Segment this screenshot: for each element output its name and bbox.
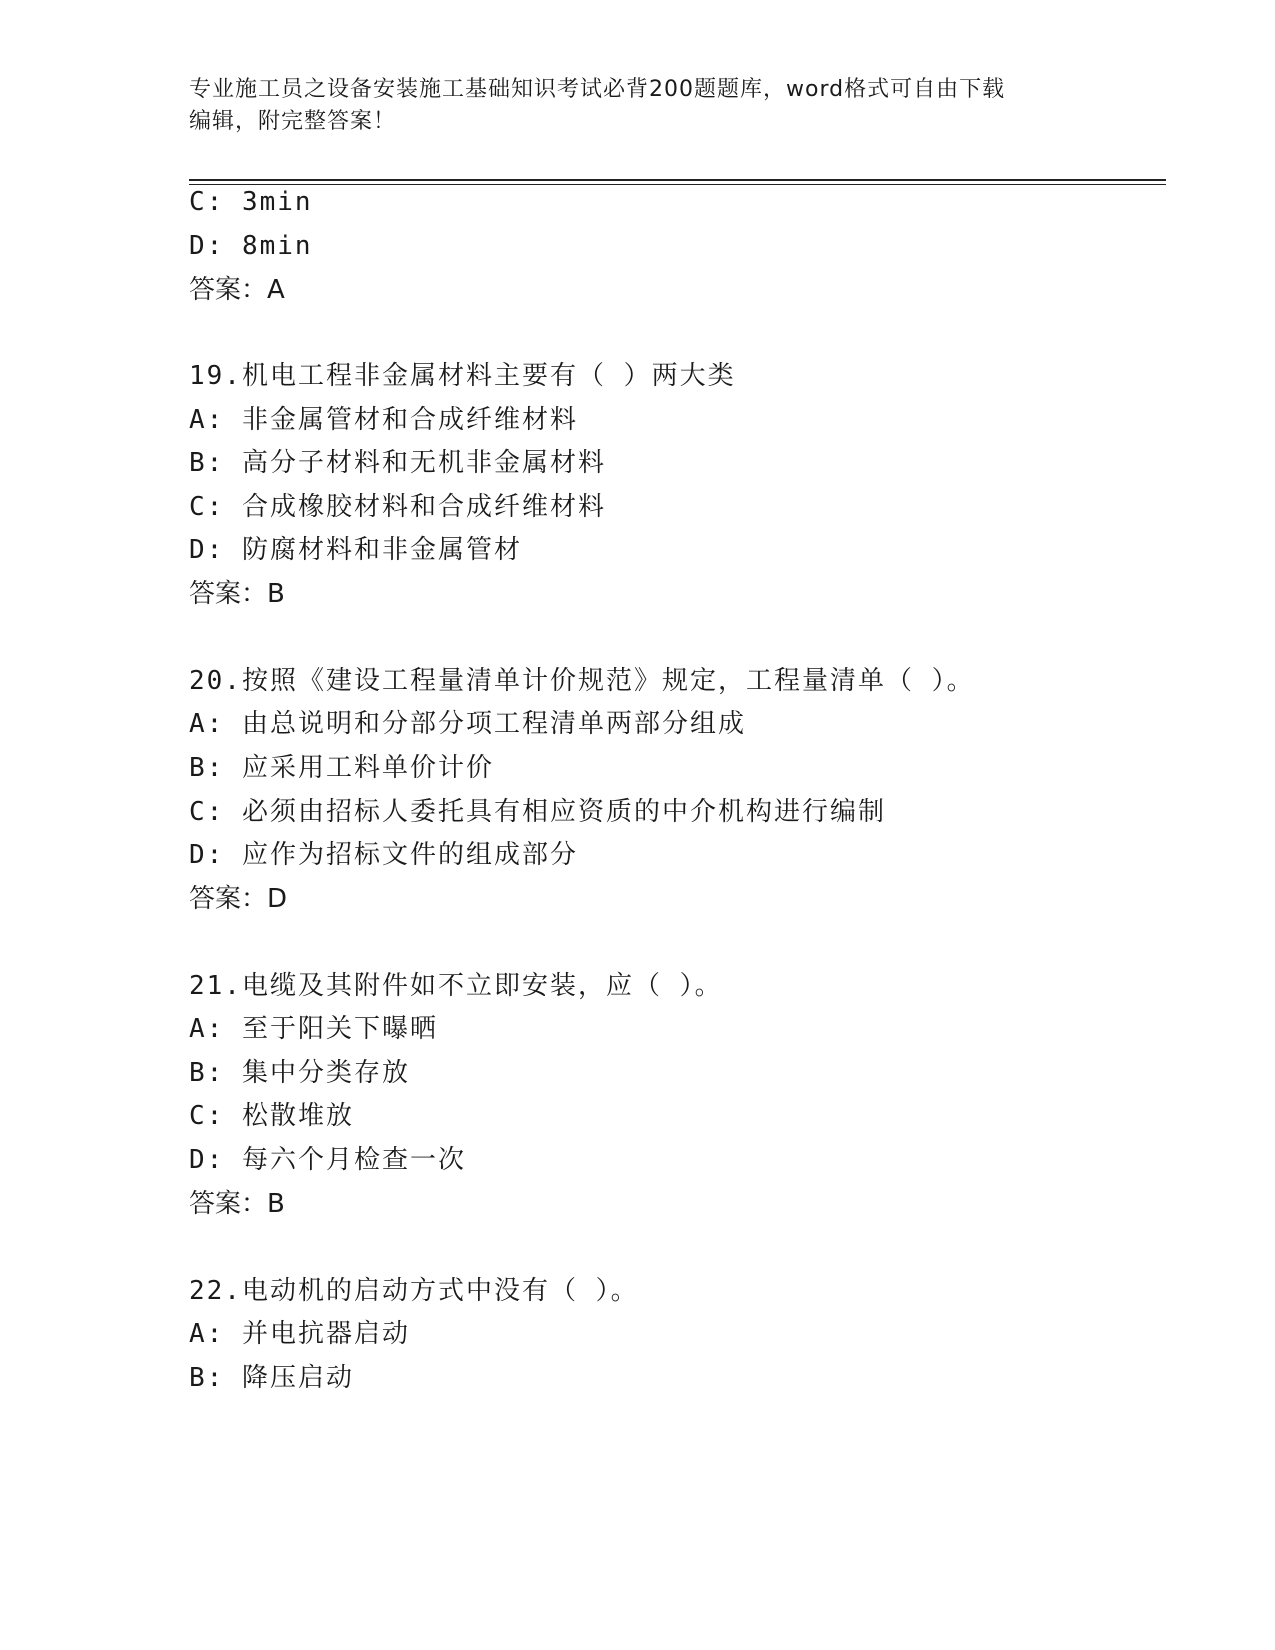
prev-option-c: C: 3min [189, 187, 313, 217]
question-19-stem: 19.机电工程非金属材料主要有（ ）两大类 [189, 361, 736, 391]
question-20-option-d: D: 应作为招标文件的组成部分 [189, 840, 578, 870]
question-19-answer: 答案：B [189, 579, 285, 609]
question-20-option-c: C: 必须由招标人委托具有相应资质的中介机构进行编制 [189, 797, 886, 827]
question-21-option-b: B: 集中分类存放 [189, 1058, 410, 1088]
header-title-line2: 编辑，附完整答案！ [189, 109, 397, 134]
prev-answer: 答案：A [189, 275, 285, 305]
question-21-stem: 21.电缆及其附件如不立即安装，应（ ）。 [189, 971, 723, 1001]
document-header [189, 74, 1069, 138]
question-19-option-b: B: 高分子材料和无机非金属材料 [189, 448, 606, 478]
question-22-option-a: A: 并电抗器启动 [189, 1319, 410, 1349]
question-19-option-c: C: 合成橡胶材料和合成纤维材料 [189, 492, 606, 522]
question-20-answer: 答案：D [189, 884, 288, 914]
header-rule-thick [189, 179, 1166, 181]
header-title-line1: 专业施工员之设备安装施工基础知识考试必背200题题库，word格式可自由下载 [189, 77, 1006, 102]
question-19-option-d: D: 防腐材料和非金属管材 [189, 535, 522, 565]
question-22-stem: 22.电动机的启动方式中没有（ ）。 [189, 1276, 639, 1306]
question-20-option-a: A: 由总说明和分部分项工程清单两部分组成 [189, 709, 746, 739]
question-21-option-a: A: 至于阳关下曝晒 [189, 1014, 438, 1044]
question-20-option-b: B: 应采用工料单价计价 [189, 753, 494, 783]
question-21-option-c: C: 松散堆放 [189, 1101, 354, 1131]
question-21-answer: 答案：B [189, 1189, 285, 1219]
prev-option-d: D: 8min [189, 231, 313, 261]
question-22-option-b: B: 降压启动 [189, 1363, 354, 1393]
question-21-option-d: D: 每六个月检查一次 [189, 1145, 466, 1175]
question-19-option-a: A: 非金属管材和合成纤维材料 [189, 405, 578, 435]
header-rule-thin [189, 184, 1166, 185]
question-20-stem: 20.按照《建设工程量清单计价规范》规定，工程量清单（ ）。 [189, 666, 975, 696]
